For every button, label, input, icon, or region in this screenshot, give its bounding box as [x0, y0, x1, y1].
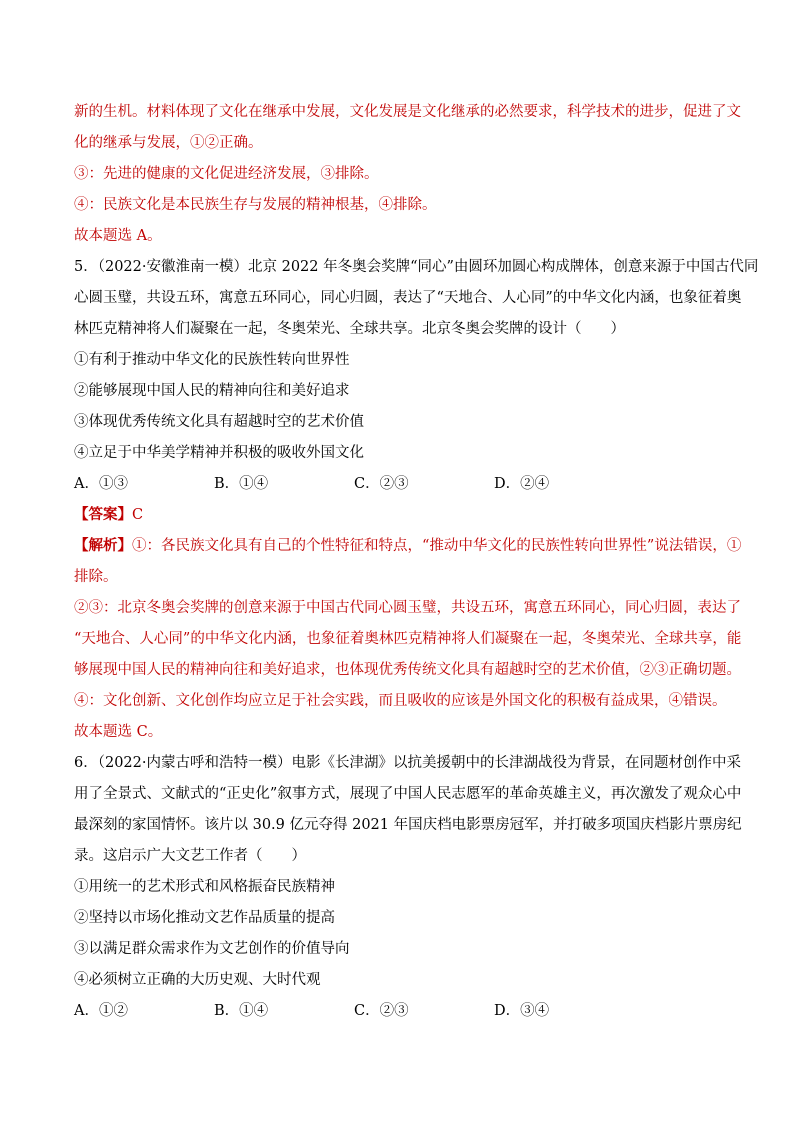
q5-analysis-line-4: “天地合、人心同”的中华文化内涵，也象征着奥林匹克精神将人们凝聚在一起，冬奥荣光、全球共享，能: [74, 631, 742, 647]
q5-analysis-line-5: 够展现中国人民的精神向往和美好追求，也体现优秀传统文化具有超越时空的艺术价值，②③正确切题。: [74, 662, 741, 678]
q6-stem-line-4: 录。这启示广大文艺工作者（ ）: [74, 848, 306, 864]
prev-conclusion: 故本题选 A。: [74, 228, 162, 244]
q5-item-4: ④立足于中华美学精神并积极的吸收外国文化: [74, 445, 364, 461]
q5-item-2: ②能够展现中国人民的精神向往和美好追求: [74, 383, 350, 399]
q5-item-3: ③体现优秀传统文化具有超越时空的艺术价值: [74, 414, 364, 430]
prev-explanation-line-1: 新的生机。材料体现了文化在继承中发展，文化发展是文化继承的必然要求，科学技术的进步，促进了文: [74, 104, 741, 120]
q5-options: [74, 475, 734, 493]
q5-stem-line-2: 心圆玉璧，共设五环，寓意五环同心，同心归圆，表达了“天地合、人心同”的中华文化内涵，也象征着奥: [74, 290, 742, 306]
q5-conclusion: 故本题选 C。: [74, 724, 163, 740]
q6-stem-line-3: 最深刻的家国情怀。该片以 30.9 亿元夺得 2021 年国庆档电影票房冠军，并打破多项国庆档影片票房纪: [74, 817, 742, 833]
prev-explanation-line-3: ③：先进的健康的文化促进经济发展，③排除。: [74, 166, 379, 182]
q6-option-a: A．①②: [74, 1003, 128, 1019]
prev-explanation-line-4: ④：民族文化是本民族生存与发展的精神根基，④排除。: [74, 197, 437, 213]
q6-stem-line-2: 用了全景式、文献式的“正史化”叙事方式，展现了中国人民志愿军的革命英雄主义，再次激发了观众心中: [74, 786, 742, 802]
analysis-text: ①：各民族文化具有自己的个性特征和特点，“推动中华文化的民族性转向世界性”说法错误，①: [132, 538, 742, 554]
analysis-tag: 【解析】: [74, 537, 132, 554]
q6-item-2: ②坚持以市场化推动文艺作品质量的提高: [74, 910, 335, 926]
q5-item-1: ①有利于推动中华文化的民族性转向世界性: [74, 352, 350, 368]
q6-option-b: B．①④: [214, 1003, 269, 1019]
q5-option-b: B．①④: [214, 476, 269, 492]
q6-item-3: ③以满足群众需求作为文艺创作的价值导向: [74, 941, 350, 957]
answer-value: C: [132, 507, 144, 523]
q6-item-4: ④必须树立正确的大历史观、大时代观: [74, 972, 321, 988]
q6-options: [74, 1002, 734, 1020]
q5-analysis-line-1: [74, 537, 742, 555]
q5-option-a: A．①③: [74, 476, 128, 492]
q5-analysis-line-3: ②③：北京冬奥会奖牌的创意来源于中国古代同心圆玉璧，共设五环，寓意五环同心，同心归圆，表达了: [74, 600, 741, 616]
q5-stem-line-1: 5．（2022·安徽淮南一模）北京 2022 年冬奥会奖牌“同心”由圆环加圆心构成牌体，创意来源于中国古代同: [74, 259, 759, 275]
q6-option-d: D．③④: [494, 1003, 550, 1019]
q6-item-1: ①用统一的艺术形式和风格振奋民族精神: [74, 879, 335, 895]
q5-stem-line-3: 林匹克精神将人们凝聚在一起，冬奥荣光、全球共享。北京冬奥会奖牌的设计（ ）: [74, 321, 625, 337]
q5-analysis-line-6: ④：文化创新、文化创作均应立足于社会实践，而且吸收的应该是外国文化的积极有益成果，④错误。: [74, 693, 727, 709]
q5-option-c: C．②③: [354, 476, 409, 492]
q6-option-c: C．②③: [354, 1003, 409, 1019]
answer-tag: 【答案】: [74, 506, 132, 523]
q5-answer: [74, 506, 734, 524]
q5-option-d: D．②④: [494, 476, 550, 492]
prev-explanation-line-2: 化的继承与发展，①②正确。: [74, 135, 263, 151]
q5-analysis-line-2: 排除。: [74, 569, 118, 585]
q6-stem-line-1: 6．（2022·内蒙古呼和浩特一模）电影《长津湖》以抗美援朝中的长津湖战役为背景，在同题材创作中采: [74, 755, 741, 771]
